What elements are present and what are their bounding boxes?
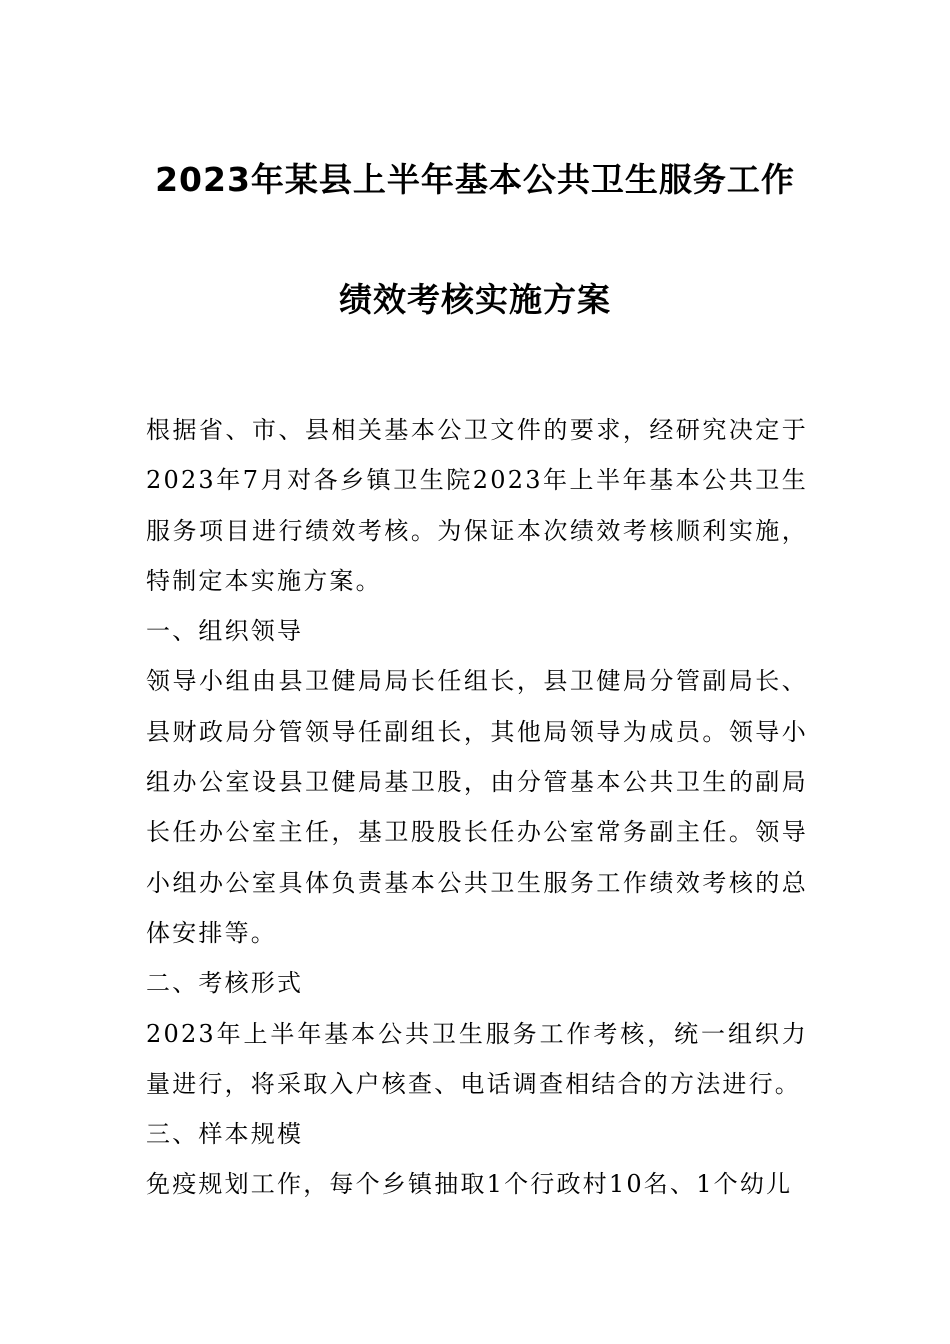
intro-paragraph: 根据省、市、县相关基本公卫文件的要求，经研究决定于2023年7月对各乡镇卫生院2023年上半年基本公共卫生服务项目进行绩效考核。为保证本次绩效考核顺利实施，特制定本实施方案。 [146,416,808,595]
section-heading-assessment-form: 二、考核形式 [146,969,304,998]
section-paragraph-organization: 领导小组由县卫健局局长任组长，县卫健局分管副局长、县财政局分管领导任副组长，其他局领导为成员。领导小组办公室设县卫健局基卫股，由分管基本公共卫生的副局长任办公室主任，基卫股股长任办公室常务副主任。领导小组办公室具体负责基本公共卫生服务工作绩效考核的总体安排等。 [146,667,808,947]
document-body [146,405,808,1210]
section-paragraph-sample-size: 免疫规划工作，每个乡镇抽取1个行政村10名、1个幼儿 [146,1170,793,1199]
section-paragraph-assessment-form: 2023年上半年基本公共卫生服务工作考核，统一组织力量进行，将采取入户核查、电话调查相结合的方法进行。 [146,1019,808,1098]
document-title-line-2: 绩效考核实施方案 [339,280,611,319]
document-title-line-1: 2023年某县上半年基本公共卫生服务工作 [155,160,795,199]
section-heading-organization: 一、组织领导 [146,617,304,646]
section-heading-sample-size: 三、样本规模 [146,1120,304,1149]
